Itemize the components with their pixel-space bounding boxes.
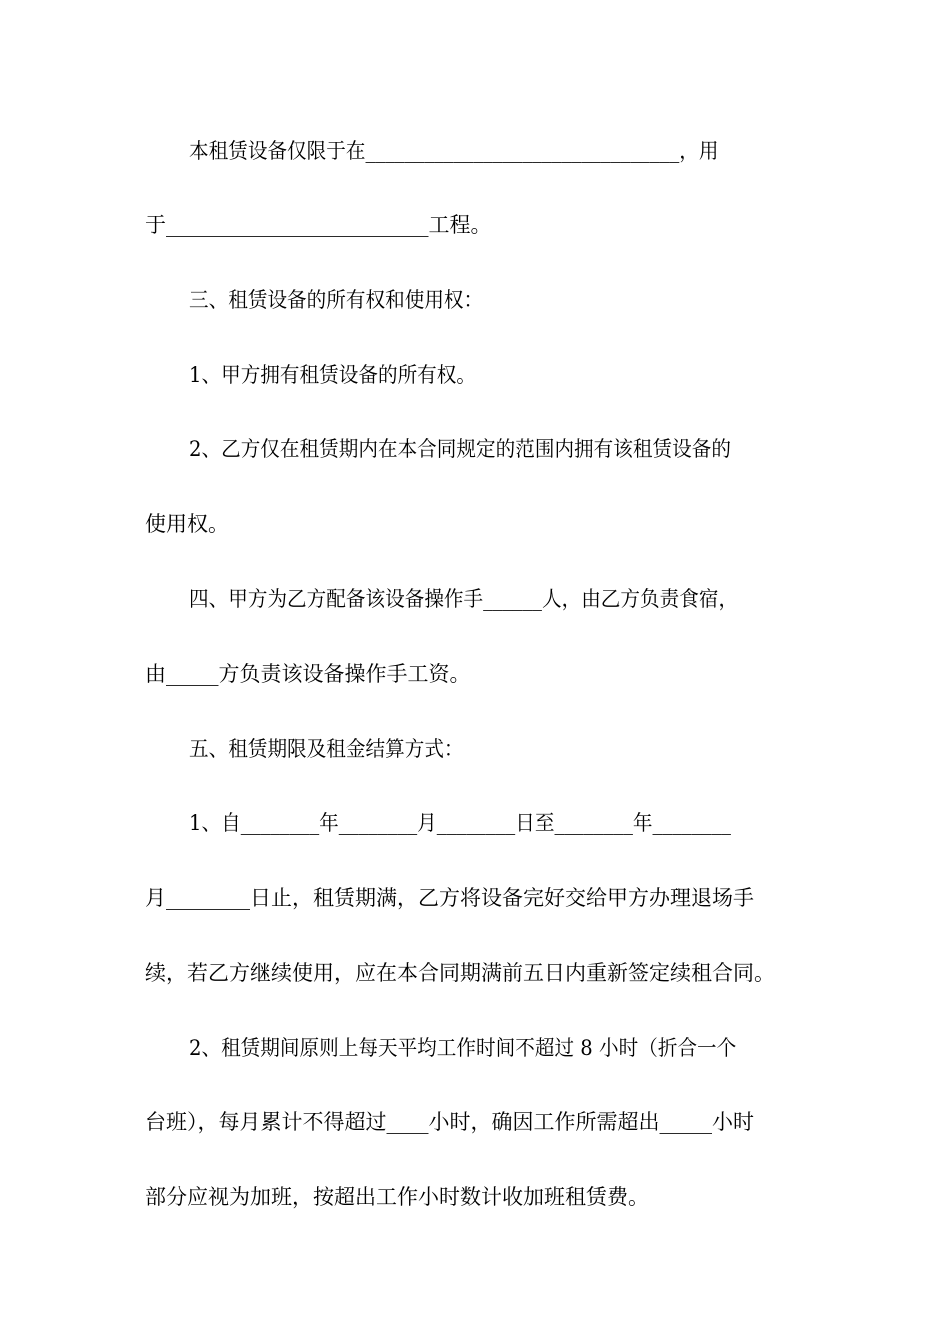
- text-line: 由_____方负责该设备操作手工资。: [145, 662, 471, 686]
- text-line: 月________日止，租赁期满，乙方将设备完好交给甲方办理退场手: [145, 886, 754, 910]
- text-line: 1、自________年________月________日至________年________: [189, 811, 731, 835]
- text-line: 部分应视为加班，按超出工作小时数计收加班租赁费。: [145, 1185, 649, 1209]
- text-line: 本租赁设备仅限于在________________________________，用: [189, 139, 719, 163]
- text-line: 续，若乙方继续使用，应在本合同期满前五日内重新签定续租合同。: [145, 961, 775, 985]
- section-heading: 四、甲方为乙方配备该设备操作手______人，由乙方负责食宿，: [189, 587, 739, 611]
- text-line: 于_________________________工程。: [145, 213, 492, 237]
- section-heading: 三、租赁设备的所有权和使用权：: [189, 288, 484, 312]
- section-heading: 五、租赁期限及租金结算方式：: [189, 737, 464, 761]
- text-line: 1、甲方拥有租赁设备的所有权。: [189, 363, 477, 387]
- text-line: 使用权。: [145, 512, 229, 536]
- text-line: 2、乙方仅在租赁期内在本合同规定的范围内拥有该租赁设备的: [189, 437, 731, 461]
- text-line: 2、租赁期间原则上每天平均工作时间不超过 8 小时（折合一个: [189, 1036, 737, 1060]
- text-line: 台班），每月累计不得超过____小时，确因工作所需超出_____小时: [145, 1110, 754, 1134]
